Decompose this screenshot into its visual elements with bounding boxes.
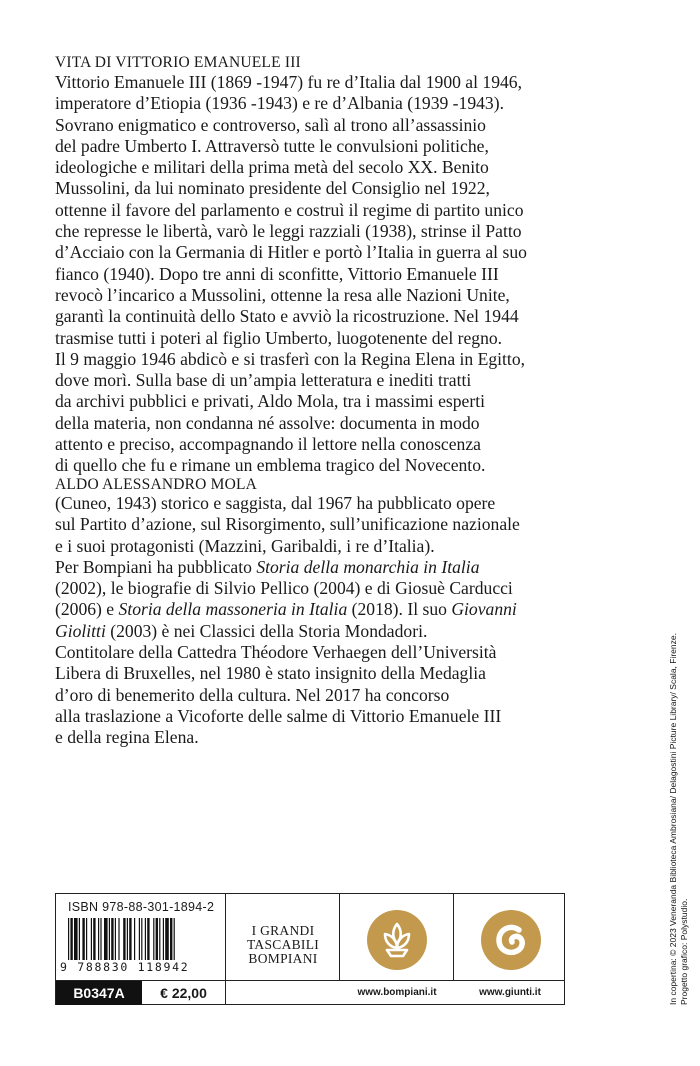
bio-line: trasmise tutti i poteri al figlio Umberto, luogotenente del regno. — [55, 327, 503, 348]
author-line: (2006) e Storia della massoneria in Italia (2018). Il suo Giovanni — [55, 599, 517, 620]
bio-section-title: VITA DI VITTORIO EMANUELE III — [55, 54, 301, 71]
book-title: Giovanni — [451, 599, 517, 620]
barcode-icon — [68, 918, 218, 960]
giunti-swirl-logo-icon — [481, 910, 541, 970]
bio-line: Il 9 maggio 1946 abdicò e si trasferì con la Regina Elena in Egitto, — [55, 348, 526, 369]
bio-line: Mussolini, da lui nominato presidente del Consiglio nel 1922, — [55, 178, 490, 199]
giunti-url: www.giunti.it — [479, 987, 541, 998]
bio-paragraph — [55, 72, 635, 477]
bompiani-url: www.bompiani.it — [357, 987, 437, 998]
credits-line: In copertina: © 2023 Veneranda Biblioteca Ambrosiana/ Delagostini Picture Library/ Scala, Firenze. — [668, 633, 678, 1005]
author-line: (Cuneo, 1943) storico e saggista, dal 1967 ha pubblicato opere — [55, 493, 496, 513]
credits-line: Progetto grafico: Polystudio. — [678, 898, 689, 1005]
bio-line: imperatore d’Etiopia (1936 -1943) e re d’Albania (1939 -1943). — [55, 93, 504, 114]
bompiani-flower-logo-icon — [367, 910, 427, 970]
bio-line: ottenne il favore del parlamento e costruì il regime di partito unico — [55, 199, 524, 220]
author-line: (2002), le biografie di Silvio Pellico (2004) e di Giosuè Carducci — [55, 578, 513, 599]
isbn-label: ISBN 978-88-301-1894-2 — [68, 900, 215, 914]
book-title: Storia della massoneria in Italia — [118, 599, 348, 620]
author-paragraph — [55, 493, 635, 749]
author-line: e i suoi protagonisti (Mazzini, Garibaldi, i re d’Italia). — [55, 535, 435, 556]
bio-line: revocò l’incarico a Mussolini, ottenne la resa alle Nazioni Unite, — [55, 284, 510, 305]
bio-line: dove morì. Sulla base di un’ampia letteratura e inediti tratti — [55, 370, 472, 391]
barcode-cell — [56, 894, 226, 980]
author-line: e della regina Elena. — [55, 727, 199, 748]
bio-line: di quello che fu e rimane un emblema tragico del Novecento. — [55, 455, 486, 476]
price-label: € 22,00 — [142, 981, 226, 1005]
bio-line: garantì la continuità dello Stato e avviò la ricostruzione. Nel 1944 — [55, 306, 519, 327]
author-line: Per Bompiani ha pubblicato Storia della monarchia in Italia — [55, 556, 480, 577]
author-line: Libera di Bruxelles, nel 1980 è stato insignito della Medaglia — [55, 663, 486, 684]
bio-line: Sovrano enigmatico e controverso, salì al trono all’assassinio — [55, 114, 486, 135]
book-title: Storia della monarchia in Italia — [256, 556, 480, 577]
author-line: alla traslazione a Vicoforte delle salme di Vittorio Emanuele III — [55, 705, 502, 726]
author-line: d’oro di benemerito della cultura. Nel 2017 ha concorso — [55, 684, 450, 705]
price-row — [56, 980, 564, 1005]
author-line: Giolitti (2003) è nei Classici della Storia Mondadori. — [55, 620, 428, 641]
bio-line: attento e preciso, accompagnando il lettore nella conoscenza — [55, 434, 481, 455]
bio-line: ideologiche e militari della prima metà del secolo XX. Benito — [55, 157, 489, 178]
author-line: Contitolare della Cattedra Théodore Verhaegen dell’Università — [55, 642, 497, 663]
bio-line: che represse le libertà, varò le leggi razziali (1938), strinse il Patto — [55, 221, 522, 242]
back-cover-info-box — [55, 893, 565, 1005]
author-section-title: ALDO ALESSANDRO MOLA — [55, 476, 258, 493]
bio-line: da archivi pubblici e privati, Aldo Mola, tra i massimi esperti — [55, 391, 485, 412]
series-name: I GRANDI TASCABILI BOMPIANI — [246, 923, 320, 966]
bio-line: Vittorio Emanuele III (1869 -1947) fu re d’Italia dal 1900 al 1946, — [55, 72, 522, 92]
bio-line: d’Acciaio con la Germania di Hitler e portò l’Italia in guerra al suo — [55, 242, 527, 263]
product-code: B0347A — [56, 981, 142, 1005]
author-line: sul Partito d’azione, sul Risorgimento, sull’unificazione nazionale — [55, 514, 520, 535]
bio-line: della materia, non condanna né assolve: documenta in modo — [55, 412, 480, 433]
barcode-digits: 9 788830 118942 — [60, 960, 190, 974]
book-title: Giolitti — [55, 620, 106, 641]
cover-credits — [668, 633, 689, 1005]
series-cell — [226, 894, 340, 980]
bompiani-logo-cell — [340, 894, 454, 980]
bio-line: del padre Umberto I. Attraversò tutte le convulsioni politiche, — [55, 135, 489, 156]
bio-line: fianco (1940). Dopo tre anni di sconfitte, Vittorio Emanuele III — [55, 263, 499, 284]
giunti-logo-cell — [454, 894, 566, 980]
